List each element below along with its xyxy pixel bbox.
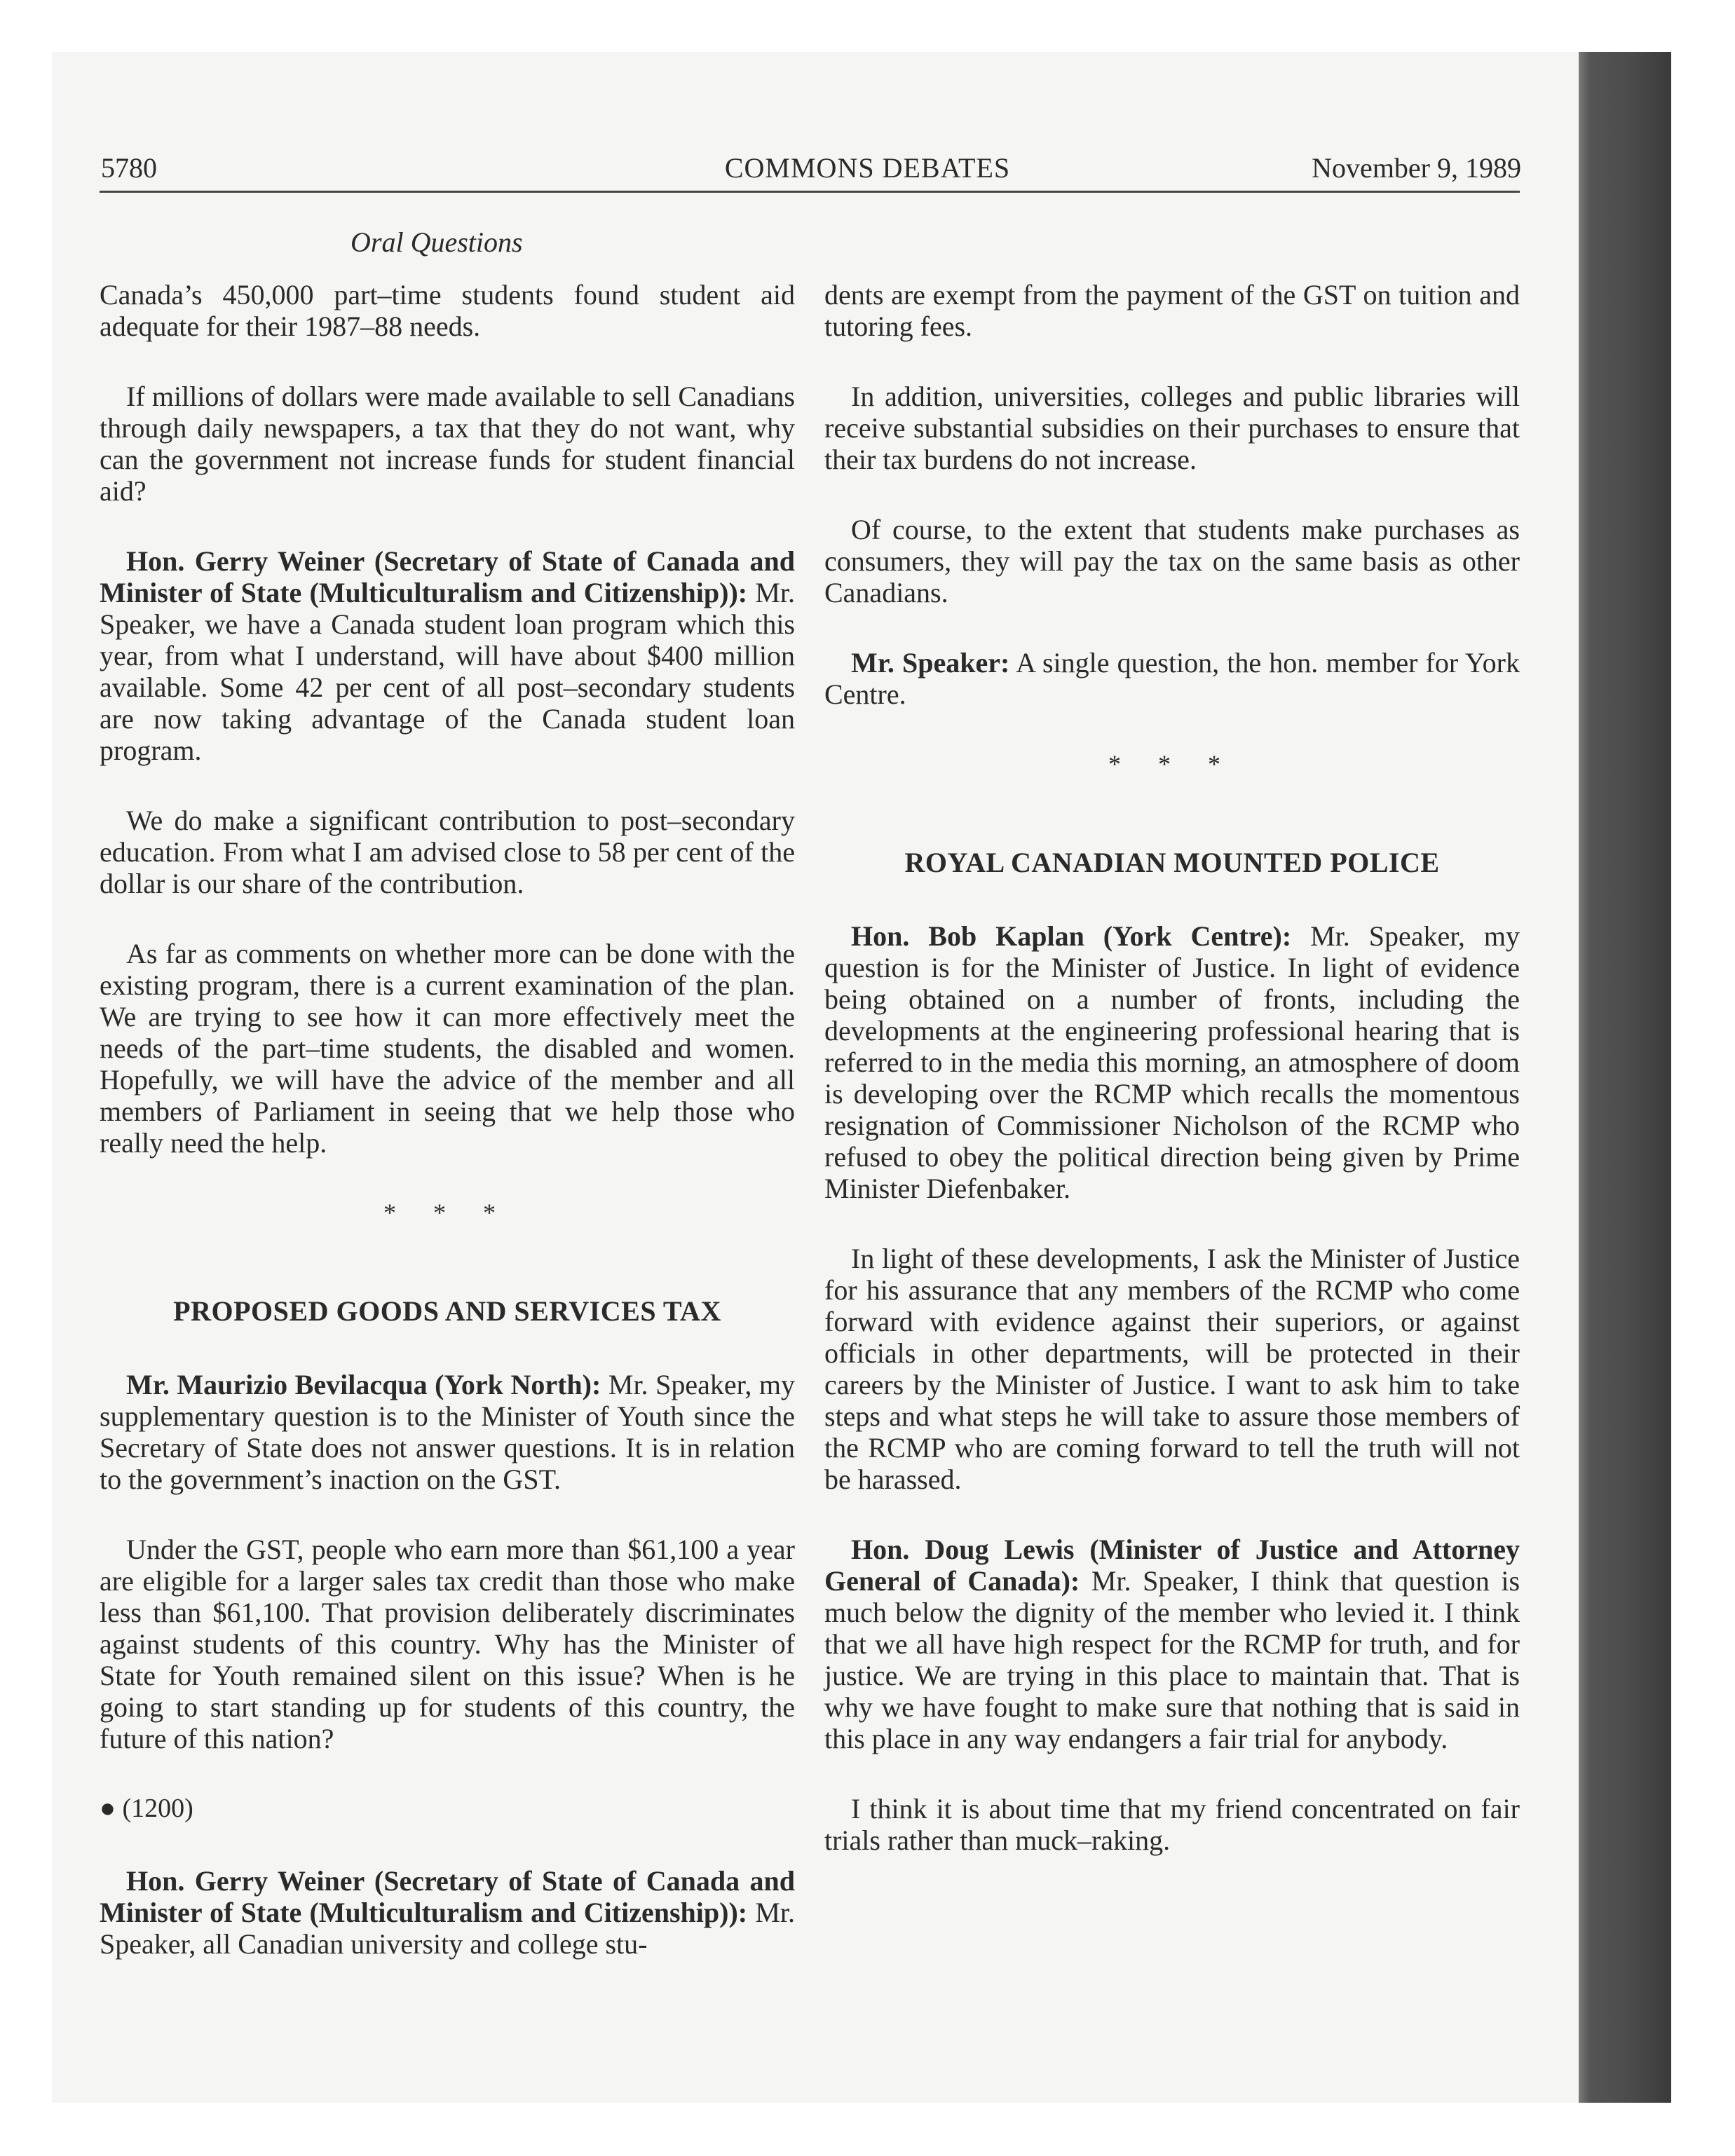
speaker-name: Hon. Gerry Weiner (Secretary of State of Canada and Minister of State (Multiculturalism and Citizenship)): xyxy=(100,1865,795,1928)
speech-text: Mr. Speaker, I think that question is much below the dignity of the member who levied it. I think that we all have high respect for the RCMP for truth, and for justice. We are trying in this place to maintain that. That is why we have fought to make sure that nothing that is said in this place in any way endangers a fair trial for anybody. xyxy=(824,1565,1520,1754)
section-heading: ROYAL CANADIAN MOUNTED POLICE xyxy=(904,847,1440,878)
speech xyxy=(824,1534,1520,1754)
left-column xyxy=(100,279,795,1998)
speech-text: Mr. Speaker, my supplementary question is to the Minister of Youth since the Secretary of State does not answer questions. It is in relation to the government’s inaction on the GST. xyxy=(100,1369,795,1495)
speech xyxy=(100,545,795,766)
speaker-name: Hon. Gerry Weiner (Secretary of State of Canada and Minister of State (Multiculturalism and Citizenship)): xyxy=(100,545,795,608)
section-heading: PROPOSED GOODS AND SERVICES TAX xyxy=(173,1295,721,1327)
paragraph: Of course, to the extent that students make purchases as consumers, they will pay the tax on the same basis as other Canadians. xyxy=(824,514,1520,608)
speaker-name: Hon. Doug Lewis (Minister of Justice and Attorney General of Canada): xyxy=(824,1534,1520,1597)
speech-text: Mr. Speaker, all Canadian university and college stu- xyxy=(100,1897,795,1960)
section-separator: * * * xyxy=(1108,750,1236,778)
speech xyxy=(100,1865,795,1960)
scan-edge xyxy=(1579,52,1671,2103)
speech xyxy=(100,1369,795,1495)
speech-text: Mr. Speaker, we have a Canada student loan program which this year, from what I understand, will have about $400 million available. Some 42 per cent of all post–secondary students are now taking advantage of the Canada student loan program. xyxy=(100,577,795,766)
paragraph: As far as comments on whether more can be done with the existing program, there is a current examination of the plan. We are trying to see how it can more effectively meet the needs of the part–time students, the disabled and women. Hopefully, we will have the advice of the member and all members of Parliament in seeing that we help those who really need the help. xyxy=(100,938,795,1159)
speech-text: Mr. Speaker, my question is for the Minister of Justice. In light of evidence being obtained on a number of fronts, including the developments at the engineering professional hearing that is referred to in the media this morning, an atmosphere of doom is developing over the RCMP which recalls the momentous resignation of Commissioner Nicholson of the RCMP who refused to obey the political direction being given by Prime Minister Diefenbaker. xyxy=(824,920,1520,1204)
paragraph: In addition, universities, colleges and public libraries will receive substantial subsidies on their purchases to ensure that their tax burdens do not increase. xyxy=(824,381,1520,475)
paragraph: In light of these developments, I ask the Minister of Justice for his assurance that any members of the RCMP who come forward with evidence against their superiors, or against officials in other departments, will be protected in their careers by the Minister of Justice. I want to ask him to take steps and what steps he will take to assure those members of the RCMP who are coming forward to tell the truth will not be harassed. xyxy=(824,1243,1520,1495)
right-column xyxy=(824,279,1520,1895)
page-date: November 9, 1989 xyxy=(1312,152,1521,184)
paragraph: Canada’s 450,000 part–time students found student aid adequate for their 1987–88 needs. xyxy=(100,279,795,342)
section-separator: * * * xyxy=(383,1199,511,1227)
header-rule xyxy=(100,191,1520,193)
paragraph: If millions of dollars were made available to sell Canadians through daily newspapers, a tax that they do not want, why can the government not increase funds for student financial aid? xyxy=(100,381,795,507)
running-title: COMMONS DEBATES xyxy=(724,152,1011,184)
paragraph: Under the GST, people who earn more than $61,100 a year are eligible for a larger sales tax credit than those who make less than $61,100. That provision deliberately discriminates against students of this country. Why has the Minister of State for Youth remained silent on this issue? When is he going to start standing up for students of this country, the future of this nation? xyxy=(100,1534,795,1754)
speech xyxy=(824,920,1520,1204)
speaker-name: Mr. Speaker: xyxy=(851,647,1010,678)
paragraph: I think it is about time that my friend concentrated on fair trials rather than muck–raking. xyxy=(824,1793,1520,1856)
time-marker: ● (1200) xyxy=(100,1794,193,1823)
paragraph: dents are exempt from the payment of the GST on tuition and tutoring fees. xyxy=(824,279,1520,342)
speech xyxy=(824,647,1520,710)
speaker-name: Hon. Bob Kaplan (York Centre): xyxy=(851,920,1292,952)
paragraph: We do make a significant contribution to post–secondary education. From what I am advised close to 58 per cent of the dollar is our share of the contribution. xyxy=(100,805,795,899)
section-label: Oral Questions xyxy=(351,226,523,258)
speech-text: A single question, the hon. member for York Centre. xyxy=(824,647,1520,710)
page-number: 5780 xyxy=(101,152,157,184)
speaker-name: Mr. Maurizio Bevilacqua (York North): xyxy=(126,1369,601,1400)
